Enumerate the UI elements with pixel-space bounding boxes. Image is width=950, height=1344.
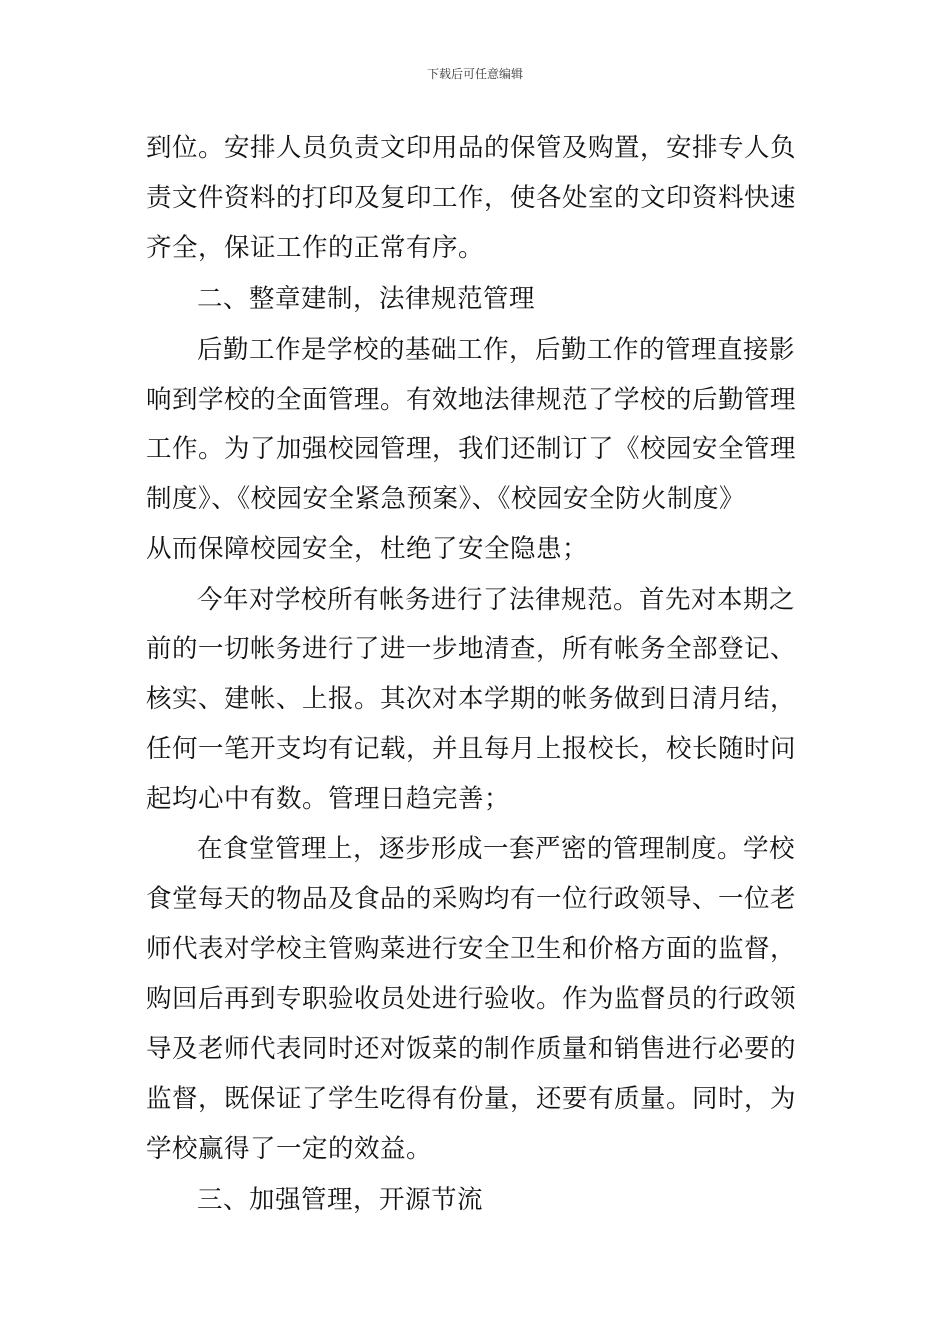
body-text-line: 后勤工作是学校的基础工作，后勤工作的管理直接影	[197, 335, 796, 365]
body-text-line: 师代表对学校主管购菜进行安全卫生和价格方面的监督，	[146, 934, 797, 964]
body-text-line: 今年对学校所有帐务进行了法律规范。首先对本期之	[197, 585, 796, 615]
body-text-line: 前的一切帐务进行了进一步地清查，所有帐务全部登记、	[146, 634, 797, 664]
body-text-line: 监督，既保证了学生吃得有份量，还要有质量。同时，为	[146, 1084, 797, 1114]
body-text-line: 从而保障校园安全，杜绝了安全隐患；	[146, 534, 589, 564]
body-text-line: 导及老师代表同时还对饭菜的制作质量和销售进行必要的	[146, 1034, 797, 1064]
body-text-line: 制度》、《校园安全紧急预案》、《校园安全防火制度》	[146, 484, 746, 514]
section-heading: 二、整章建制，法律规范管理	[197, 284, 536, 314]
body-text-line: 核实、建帐、上报。其次对本学期的帐务做到日清月结，	[146, 684, 797, 714]
body-text-line: 学校赢得了一定的效益。	[146, 1134, 433, 1164]
body-text-line: 责文件资料的打印及复印工作，使各处室的文印资料快速	[146, 183, 797, 213]
body-text-line: 到位。安排人员负责文印用品的保管及购置，安排专人负	[146, 133, 797, 163]
body-text-line: 任何一笔开支均有记载，并且每月上报校长，校长随时问	[146, 734, 797, 764]
page-header-note: 下载后可任意编辑	[426, 67, 523, 81]
body-text-line: 在食堂管理上，逐步形成一套严密的管理制度。学校	[197, 834, 796, 864]
body-text-line: 购回后再到专职验收员处进行验收。作为监督员的行政领	[146, 984, 797, 1014]
body-text-line: 食堂每天的物品及食品的采购均有一位行政领导、一位老	[146, 884, 797, 914]
body-text-line: 响到学校的全面管理。有效地法律规范了学校的后勤管理	[146, 385, 797, 415]
section-heading: 三、加强管理，开源节流	[197, 1185, 484, 1215]
body-text-line: 起均心中有数。管理日趋完善；	[146, 784, 511, 814]
body-text-line: 工作。为了加强校园管理，我们还制订了《校园安全管理	[146, 434, 797, 464]
body-text-line: 齐全，保证工作的正常有序。	[146, 233, 485, 263]
